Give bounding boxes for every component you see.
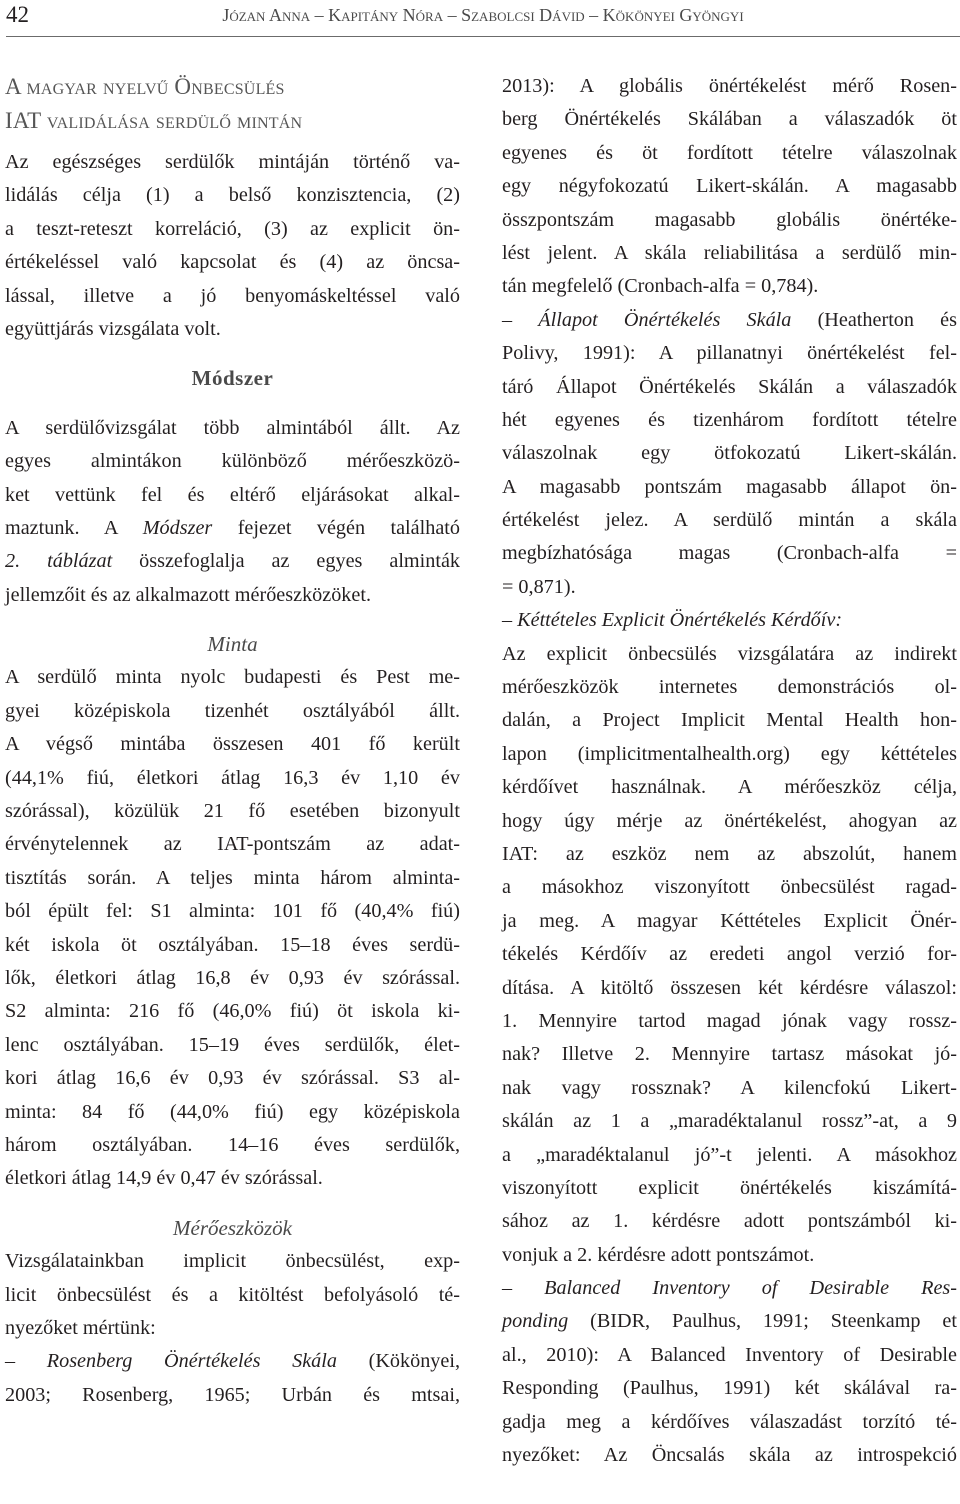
text-line: ponding (BIDR, Paulhus, 1991; Steenkamp et bbox=[502, 1310, 957, 1333]
header-rule bbox=[6, 36, 960, 37]
text-line: – Balanced Inventory of Desirable Res- bbox=[502, 1277, 957, 1300]
text-line: skálán az 1 a „maradéktalanul rossz”-at, a 9 bbox=[502, 1110, 957, 1133]
method-paragraph bbox=[5, 412, 460, 612]
text-line: ból épült fel: S1 alminta: 101 fő (40,4% fiú) bbox=[5, 900, 460, 923]
text-line: A magasabb pontszám magasabb állapot ön- bbox=[502, 475, 957, 498]
text-line: lők, életkori átlag 16,8 év 0,93 év szórással. bbox=[5, 966, 460, 989]
text-line: egy négyfokozatú Likert-skálán. A magasabb bbox=[502, 175, 957, 198]
text-line: 2013): A globális önértékelést mérő Rosen- bbox=[502, 75, 957, 97]
text-line: lidálás célja (1) a belső konzisztencia, (2) bbox=[5, 184, 460, 207]
sample-heading: Minta bbox=[207, 632, 258, 657]
instrument-name: Állapot Önértékelés Skála bbox=[538, 308, 792, 331]
text-line: két iskola öt osztályában. 15–18 éves serdü- bbox=[5, 933, 460, 956]
text-line: nak vagy rossznak? A kilencfokú Likert- bbox=[502, 1076, 957, 1099]
text-line: összpontszám magasabb globális önértéke- bbox=[502, 208, 957, 231]
text-line: Responding (Paulhus, 1991) két skálával ra- bbox=[502, 1377, 957, 1400]
text-line: kori átlag 16,6 év 0,93 év szórással. S3 al- bbox=[5, 1067, 460, 1090]
text-line: táró Állapot Önértékelés Skálán a válaszadók bbox=[502, 375, 957, 398]
text-line: értékelést jelez. A serdülő mintán a skála bbox=[502, 509, 957, 532]
text-line: dalán, a Project Implicit Mental Health hon- bbox=[502, 709, 957, 732]
right-column bbox=[502, 70, 957, 1472]
text-line: lenc osztályában. 15–19 éves serdülők, élet- bbox=[5, 1033, 460, 1056]
text-line: 1. Mennyire tartod magad jónak vagy rossz- bbox=[502, 1009, 957, 1032]
rosenberg-paragraph bbox=[502, 70, 957, 304]
method-ref: Módszer bbox=[142, 516, 213, 539]
text-line: 2003; Rosenberg, 1965; Urbán és mtsai, bbox=[5, 1383, 460, 1406]
text-line: sához az 1. kérdésre adott pontszámból ki- bbox=[502, 1210, 957, 1233]
text-line: minta: 84 fő (44,0% fiú) egy középiskola bbox=[5, 1100, 460, 1123]
instruments-paragraph bbox=[5, 1245, 460, 1412]
text-line: egyenes és öt fordított tételre válaszolnak bbox=[502, 141, 957, 164]
text-line: tékelés Kérdőív az eredeti angol verzió for- bbox=[502, 943, 957, 966]
text-line: életkori átlag 14,9 év 0,47 év szórással. bbox=[5, 1167, 323, 1190]
text-line: – Rosenberg Önértékelés Skála (Kökönyei, bbox=[5, 1350, 461, 1373]
text-line: válaszolnak egy ötfokozatú Likert-skálán. bbox=[502, 442, 957, 465]
text-line: = 0,871). bbox=[502, 575, 576, 598]
text-line: A végső mintába összesen 401 fő került bbox=[5, 733, 460, 756]
text-line: ja meg. A magyar Kéttételes Explicit Önér- bbox=[502, 909, 957, 932]
text-line: nak? Illetve 2. Mennyire tartasz másokat jó- bbox=[502, 1043, 957, 1066]
text-line: A serdülővizsgálat több almintából állt. Az bbox=[5, 416, 460, 439]
text-line: gadja meg a kérdőíves válaszadást torzító té- bbox=[502, 1410, 957, 1433]
text-line: IAT: az eszköz nem az abszolút, hanem bbox=[502, 842, 957, 865]
text-line: al., 2010): A Balanced Inventory of Desirable bbox=[502, 1343, 957, 1366]
text-line: viszonyított explicit önértékelés kiszámítá- bbox=[502, 1176, 957, 1199]
text-line: együttjárás vizsgálata volt. bbox=[5, 317, 221, 340]
text-line: szórással), közülük 21 fő esetében bizonyult bbox=[5, 800, 460, 823]
instrument-name: Balanced Inventory of Desirable Res- bbox=[544, 1277, 957, 1300]
text-line: nyezőket: Az Öncsalás skála az introspekció bbox=[502, 1444, 957, 1467]
text-line: a „maradéktalanul jó”-t jelenti. A másokhoz bbox=[502, 1143, 957, 1166]
text-line: hét egyenes és tizenhárom fordított tételre bbox=[502, 408, 957, 431]
bidr-paragraph bbox=[502, 1272, 957, 1472]
intro-paragraph bbox=[5, 146, 460, 346]
text-line: S2 alminta: 216 fő (46,0% fiú) öt iskola ki- bbox=[5, 1000, 460, 1023]
text-line: gyei középiskola tizenhét osztályából állt. bbox=[5, 699, 460, 722]
text-line: Az explicit önbecsülés vizsgálatára az indirekt bbox=[502, 642, 957, 665]
text-line: egyes almintákon különböző mérőeszközö- bbox=[5, 450, 460, 473]
table-ref: 2. táblázat bbox=[5, 550, 113, 573]
text-line: kérdőívet használnak. A mérőeszköz célja, bbox=[502, 776, 957, 799]
text-line: érvénytelennek az IAT-pontszám az adat- bbox=[5, 833, 460, 856]
text-line: ket vettünk fel és eltérő eljárásokat alkal- bbox=[5, 483, 460, 506]
text-line: tán megfelelő (Cronbach-alfa = 0,784). bbox=[502, 275, 819, 298]
text-line: 2. táblázat összefoglalja az egyes alminták bbox=[5, 550, 461, 573]
text-line: értékeléssel való kapcsolat és (4) az öncsa- bbox=[5, 251, 460, 274]
text-line: tisztítás során. A teljes minta három alminta- bbox=[5, 866, 460, 889]
section-title-line: IAT validálása serdülő mintán bbox=[5, 108, 303, 133]
text-line: lással, illetve a jó benyomáskeltéssel való bbox=[5, 284, 460, 307]
text-line: nyezőket mértünk: bbox=[5, 1316, 156, 1339]
text-line: dítása. A kitöltő összesen két kérdésre válaszol: bbox=[502, 976, 957, 999]
state-self-esteem-paragraph bbox=[502, 304, 957, 605]
method-heading: Módszer bbox=[191, 366, 274, 391]
section-title-line: A magyar nyelvű Önbecsülés bbox=[5, 74, 285, 99]
text-line: A serdülő minta nyolc budapesti és Pest me- bbox=[5, 666, 460, 689]
text-line: három osztályában. 14–16 éves serdülők, bbox=[5, 1133, 460, 1156]
text-line: Vizsgálatainkban implicit önbecsülést, exp- bbox=[5, 1250, 460, 1273]
instrument-name: Rosenberg Önértékelés Skála bbox=[46, 1350, 337, 1373]
text-line: – Állapot Önértékelés Skála (Heatherton és bbox=[502, 308, 957, 331]
instruments-heading: Mérőeszközök bbox=[173, 1215, 292, 1240]
explicit-self-esteem-paragraph bbox=[502, 604, 957, 1272]
text-line: vonjuk a 2. kérdésre adott pontszámot. bbox=[502, 1243, 815, 1266]
page-number: 42 bbox=[6, 2, 29, 27]
text-line: lapon (implicitmentalhealth.org) egy kéttételes bbox=[502, 742, 957, 765]
left-column bbox=[5, 70, 460, 1412]
page-header bbox=[6, 0, 960, 36]
text-line: Az egészséges serdülők mintáján történő va- bbox=[5, 151, 460, 173]
text-line: lést jelent. A skála reliabilitása a serdülő min- bbox=[502, 241, 957, 264]
text-line: berg Önértékelés Skálában a válaszadók öt bbox=[502, 108, 957, 131]
running-head: Józan Anna – Kapitány Nóra – Szabolcsi Dávid – Kökönyei Gyöngyi bbox=[222, 5, 744, 25]
sample-paragraph bbox=[5, 661, 460, 1195]
text-line: licit önbecsülést és a kitöltést befolyásoló té- bbox=[5, 1283, 460, 1306]
text-line: hogy úgy mérje az önértékelést, ahogyan az bbox=[502, 809, 957, 832]
instrument-name: Kéttételes Explicit Önértékelés Kérdőív: bbox=[517, 609, 843, 632]
text-line: jellemzőit és az alkalmazott mérőeszközöket. bbox=[5, 583, 372, 606]
text-line: a másokhoz viszonyított önbecsülést ragad- bbox=[502, 876, 957, 899]
text-line: mérőeszközök internetes demonstrációs ol- bbox=[502, 676, 957, 699]
text-line: megbízhatósága magas (Cronbach-alfa = bbox=[502, 542, 957, 565]
text-line: – Kéttételes Explicit Önértékelés Kérdőív: bbox=[502, 609, 843, 632]
text-line: a teszt-reteszt korreláció, (3) az explicit ön- bbox=[5, 217, 460, 240]
text-line: (44,1% fiú, életkori átlag 16,3 év 1,10 év bbox=[5, 766, 460, 789]
text-line: Polivy, 1991): A pillanatnyi önértékelést fel- bbox=[502, 342, 957, 365]
text-line: maztunk. A Módszer fejezet végén található bbox=[5, 516, 460, 539]
